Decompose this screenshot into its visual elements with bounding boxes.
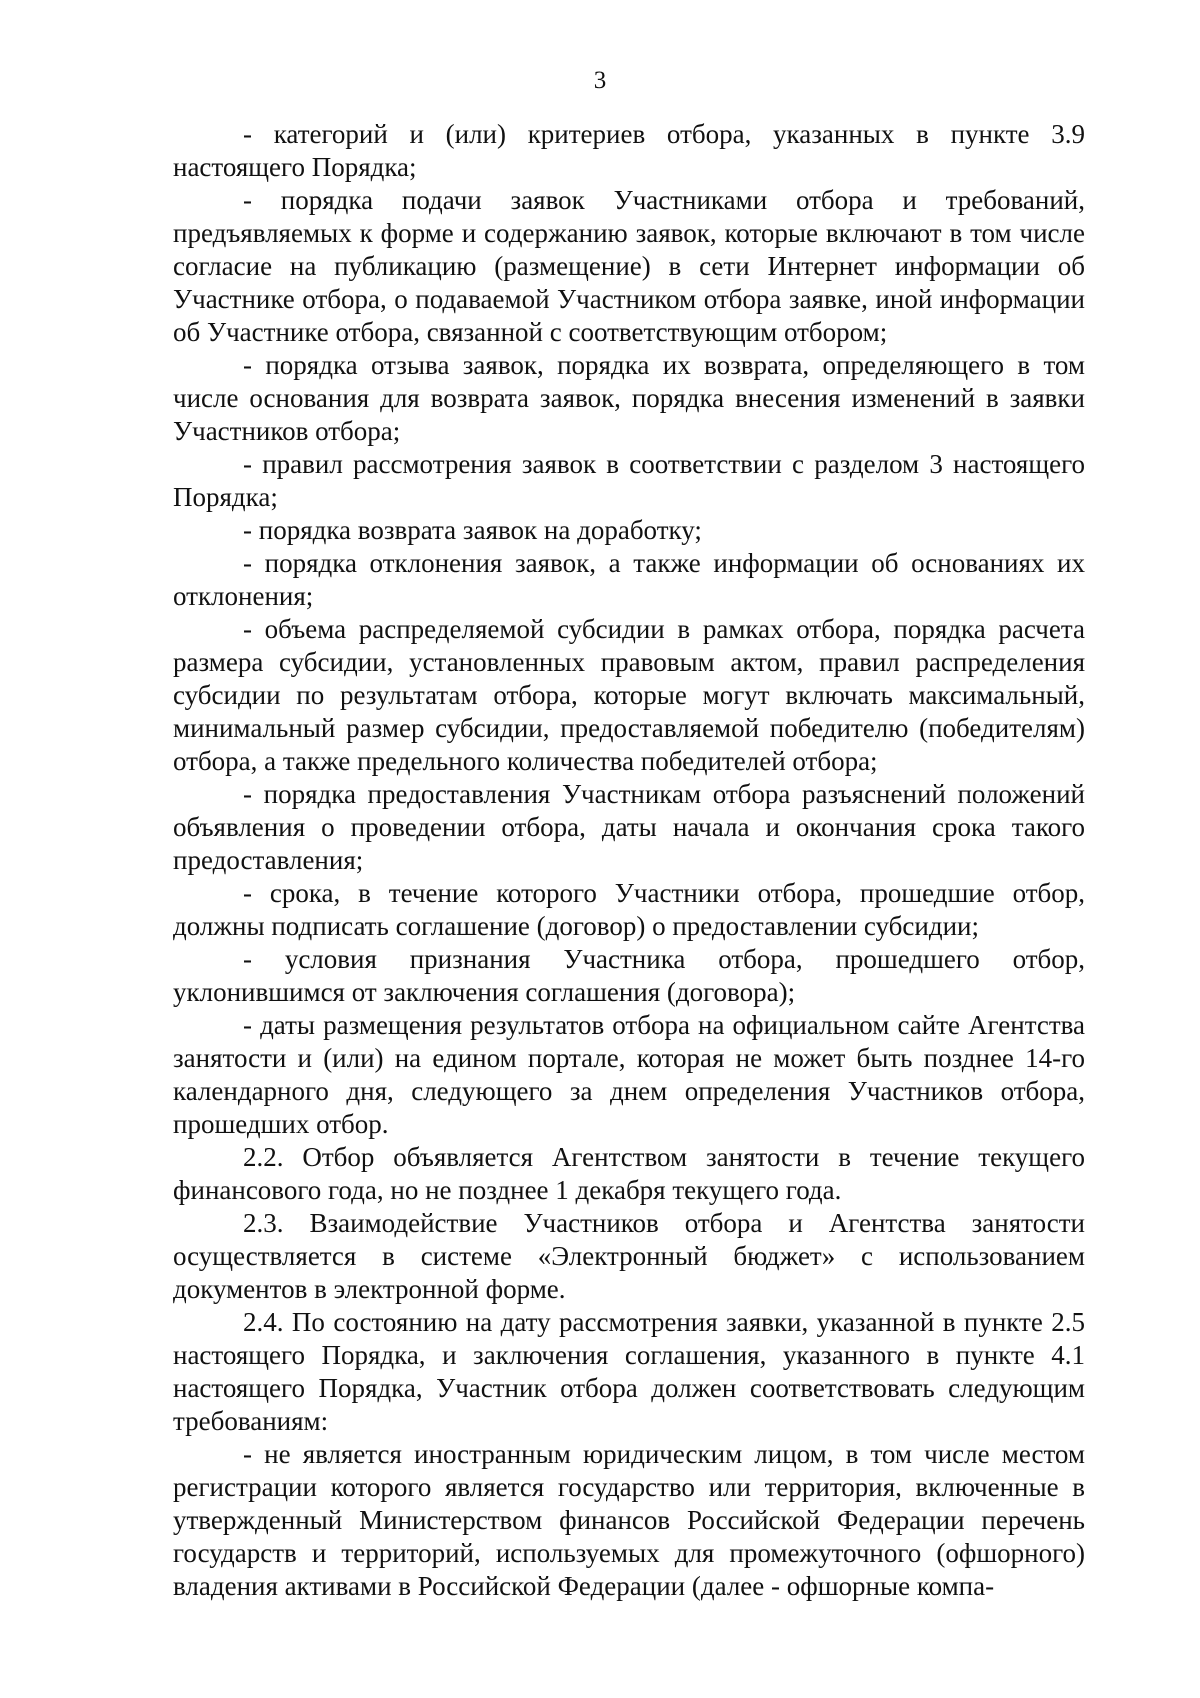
paragraph: - условия признания Участника отбора, прошедшего отбор, уклонившимся от заключения соглашения (договора); (173, 944, 1085, 1007)
paragraph: 2.4. По состоянию на дату рассмотрения заявки, указанной в пункте 2.5 настоящего Порядка, и заключения соглашения, указанного в пункте 4.1 настоящего Порядка, Участник отбора должен соответствовать следующим требованиям: (173, 1307, 1085, 1436)
paragraph: 2.3. Взаимодействие Участников отбора и Агентства занятости осуществляется в системе «Электронный бюджет» с использованием документов в электронной форме. (173, 1208, 1085, 1304)
document-body (173, 118, 1085, 1603)
paragraph: - срока, в течение которого Участники отбора, прошедшие отбор, должны подписать соглашение (договор) о предоставлении субсидии; (173, 878, 1085, 941)
page-number: 3 (593, 67, 607, 94)
paragraph: - правил рассмотрения заявок в соответствии с разделом 3 настоящего Порядка; (173, 449, 1085, 512)
paragraph: - категорий и (или) критериев отбора, указанных в пункте 3.9 настоящего Порядка; (173, 119, 1085, 182)
paragraph: - даты размещения результатов отбора на официальном сайте Агентства занятости и (или) на едином портале, которая не может быть позднее 14-го календарного дня, следующего за днем определения Участников отбора, прошедших отбор. (173, 1010, 1085, 1139)
paragraph: 2.2. Отбор объявляется Агентством занятости в течение текущего финансового года, но не позднее 1 декабря текущего года. (173, 1142, 1085, 1205)
paragraph: - порядка подачи заявок Участниками отбора и требований, предъявляемых к форме и содержанию заявок, которые включают в том числе согласие на публикацию (размещение) в сети Интернет информации об Участнике отбора, о подаваемой Участником отбора заявке, иной информации об Участнике отбора, связанной с соответствующим отбором; (173, 185, 1085, 347)
paragraph: - порядка возврата заявок на доработку; (243, 515, 702, 545)
paragraph: - порядка отклонения заявок, а также информации об основаниях их отклонения; (173, 548, 1085, 611)
paragraph: - порядка отзыва заявок, порядка их возврата, определяющего в том числе основания для возврата заявок, порядка внесения изменений в заявки Участников отбора; (173, 350, 1085, 446)
paragraph: - объема распределяемой субсидии в рамках отбора, порядка расчета размера субсидии, установленных правовым актом, правил распределения субсидии по результатам отбора, которые могут включать максимальный, минимальный размер субсидии, предоставляемой победителю (победителям) отбора, а также предельного количества победителей отбора; (173, 614, 1085, 776)
paragraph: - порядка предоставления Участникам отбора разъяснений положений объявления о проведении отбора, даты начала и окончания срока такого предоставления; (173, 779, 1085, 875)
paragraph: - не является иностранным юридическим лицом, в том числе местом регистрации которого является государство или территория, включенные в утвержденный Министерством финансов Российской Федерации перечень государств и территорий, используемых для промежуточного (офшорного) владения активами в Российской Федерации (далее - офшорные компа- (173, 1439, 1085, 1601)
